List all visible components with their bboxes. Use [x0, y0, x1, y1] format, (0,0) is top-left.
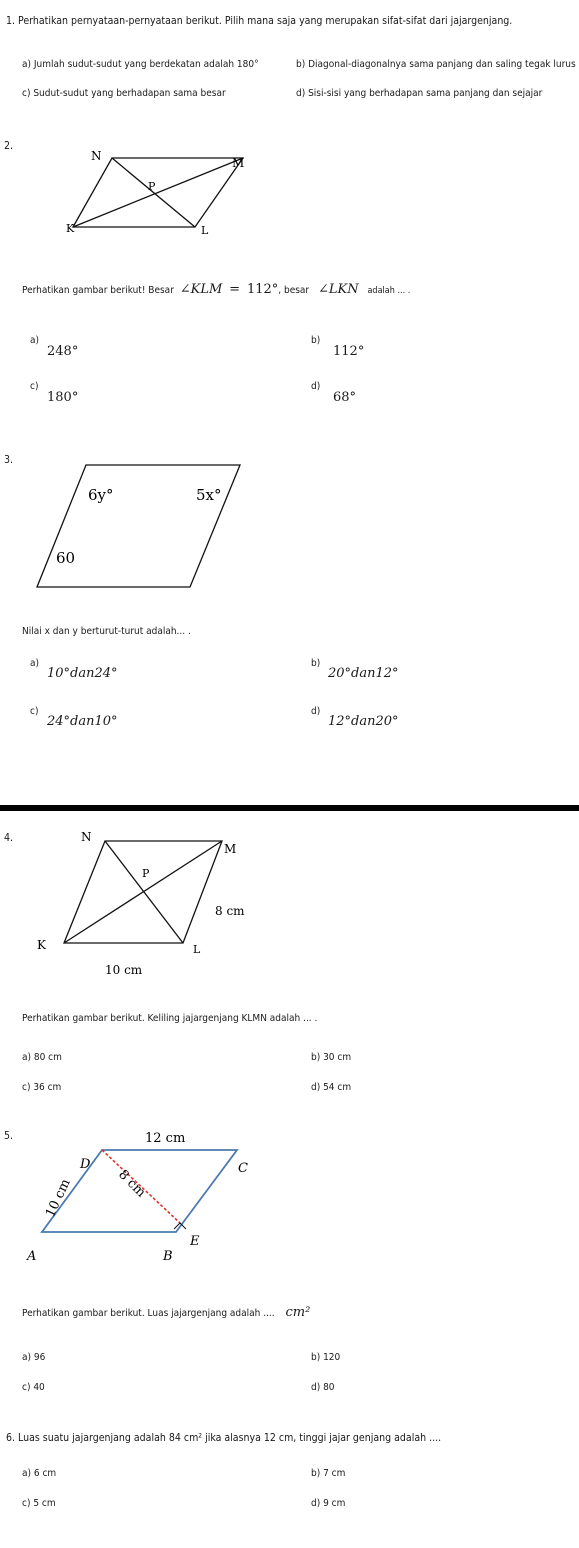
q5-label-side-10cm: 10 cm	[43, 1176, 74, 1220]
q2-option-d-value[interactable]: 68°	[333, 390, 357, 405]
q2-option-a-letter[interactable]: a)	[30, 335, 40, 346]
q4-label-m: M	[224, 842, 237, 856]
q4-label-l: L	[193, 943, 201, 956]
q3-parallelogram	[37, 465, 240, 587]
q2-stem	[22, 282, 410, 297]
q3-number: 3.	[4, 454, 14, 466]
q4-label-base-10cm: 10 cm	[105, 963, 143, 977]
q2-label-p: P	[148, 180, 156, 193]
q5-label-height-8cm: 8 cm	[115, 1167, 149, 1201]
q5-option-b[interactable]: b) 120	[311, 1352, 341, 1363]
q3-option-d-value[interactable]: 12°dan20°	[328, 714, 399, 729]
page-divider	[0, 805, 579, 811]
q1-option-b[interactable]: b) Diagonal-diagonalnya sama panjang dan saling tegak lurus	[296, 59, 576, 70]
q4-option-d[interactable]: d) 54 cm	[311, 1082, 352, 1093]
q2-option-c-letter[interactable]: c)	[30, 381, 39, 392]
q6-option-b[interactable]: b) 7 cm	[311, 1468, 346, 1479]
q2-equals: =	[229, 282, 241, 297]
q2-option-b-value[interactable]: 112°	[333, 344, 365, 359]
q2-stem-post: adalah ... .	[367, 286, 411, 296]
q4-label-k: K	[37, 938, 46, 952]
q5-number: 5.	[4, 1130, 14, 1142]
q2-angle-lkn: ∠LKN	[317, 282, 359, 297]
q5-stem-text: Perhatikan gambar berikut. Luas jajargenjang adalah ....	[22, 1308, 275, 1319]
q1-option-a[interactable]: a) Jumlah sudut-sudut yang berdekatan adalah 180°	[22, 59, 259, 70]
q2-parallelogram-figure	[0, 140, 579, 250]
q2-label-l: L	[201, 224, 209, 237]
q4-option-a[interactable]: a) 80 cm	[22, 1052, 62, 1063]
q3-label-6y: 6y°	[88, 486, 114, 504]
q2-stem-mid: , besar	[278, 285, 310, 296]
q5-label-e: E	[190, 1234, 200, 1249]
q2-option-c-value[interactable]: 180°	[47, 390, 79, 405]
q2-option-d-letter[interactable]: d)	[311, 381, 321, 392]
q3-option-c-value[interactable]: 24°dan10°	[47, 714, 118, 729]
q6-option-a[interactable]: a) 6 cm	[22, 1468, 57, 1479]
q5-label-b: B	[163, 1249, 173, 1264]
q4-option-b[interactable]: b) 30 cm	[311, 1052, 352, 1063]
q3-option-d-letter[interactable]: d)	[311, 706, 321, 717]
q2-value-112: 112°	[246, 282, 279, 297]
q4-diagonal-nl	[105, 841, 183, 943]
q1-option-c[interactable]: c) Sudut-sudut yang berhadapan sama besar	[22, 88, 226, 99]
q2-diagonal-km	[73, 158, 243, 227]
q3-parallelogram-figure	[0, 455, 579, 605]
q2-option-a-value[interactable]: 248°	[47, 344, 79, 359]
q2-label-m: M	[232, 156, 245, 170]
q5-unit: cm²	[285, 1305, 311, 1320]
q6-stem: 6. Luas suatu jajargenjang adalah 84 cm² jika alasnya 12 cm, tinggi jajar genjang adalah ....	[6, 1432, 442, 1444]
q5-stem	[22, 1305, 310, 1320]
q1-option-d[interactable]: d) Sisi-sisi yang berhadapan sama panjang dan sejajar	[296, 88, 543, 99]
q4-diagonal-km	[64, 841, 222, 943]
q5-option-c[interactable]: c) 40	[22, 1382, 45, 1393]
q5-parallelogram-figure	[0, 1120, 579, 1265]
q2-stem-pre: Perhatikan gambar berikut! Besar	[22, 285, 174, 296]
q3-option-a-letter[interactable]: a)	[30, 658, 40, 669]
q3-option-a-value[interactable]: 10°dan24°	[47, 666, 118, 681]
q5-option-a[interactable]: a) 96	[22, 1352, 46, 1363]
q2-label-k: K	[66, 222, 75, 235]
q5-label-a: A	[27, 1249, 37, 1264]
q3-option-b-letter[interactable]: b)	[311, 658, 321, 669]
q2-label-n: N	[91, 149, 102, 163]
q6-option-c[interactable]: c) 5 cm	[22, 1498, 56, 1509]
q4-number: 4.	[4, 832, 14, 844]
q2-option-b-letter[interactable]: b)	[311, 335, 321, 346]
q5-label-d: D	[80, 1157, 91, 1172]
q4-label-p: P	[142, 867, 150, 880]
q1-stem: 1. Perhatikan pernyataan-pernyataan berikut. Pilih mana saja yang merupakan sifat-sifat dari jajargenjang.	[6, 15, 513, 27]
q5-option-d[interactable]: d) 80	[311, 1382, 335, 1393]
q2-angle-klm: ∠KLM	[179, 282, 223, 297]
q3-label-5x: 5x°	[196, 486, 222, 504]
q4-parallelogram-figure	[0, 825, 579, 985]
q5-label-top-12cm: 12 cm	[145, 1131, 186, 1146]
q3-stem: Nilai x dan y berturut-turut adalah... .	[22, 626, 191, 637]
q4-label-n: N	[81, 830, 92, 844]
q5-label-c: C	[238, 1161, 248, 1176]
q3-label-60: 60	[56, 549, 76, 567]
q3-option-c-letter[interactable]: c)	[30, 706, 39, 717]
q4-label-side-8cm: 8 cm	[215, 904, 245, 918]
q4-option-c[interactable]: c) 36 cm	[22, 1082, 62, 1093]
q3-option-b-value[interactable]: 20°dan12°	[328, 666, 399, 681]
q2-number: 2.	[4, 140, 14, 152]
q6-option-d[interactable]: d) 9 cm	[311, 1498, 346, 1509]
q4-stem: Perhatikan gambar berikut. Keliling jajargenjang KLMN adalah ... .	[22, 1013, 318, 1024]
